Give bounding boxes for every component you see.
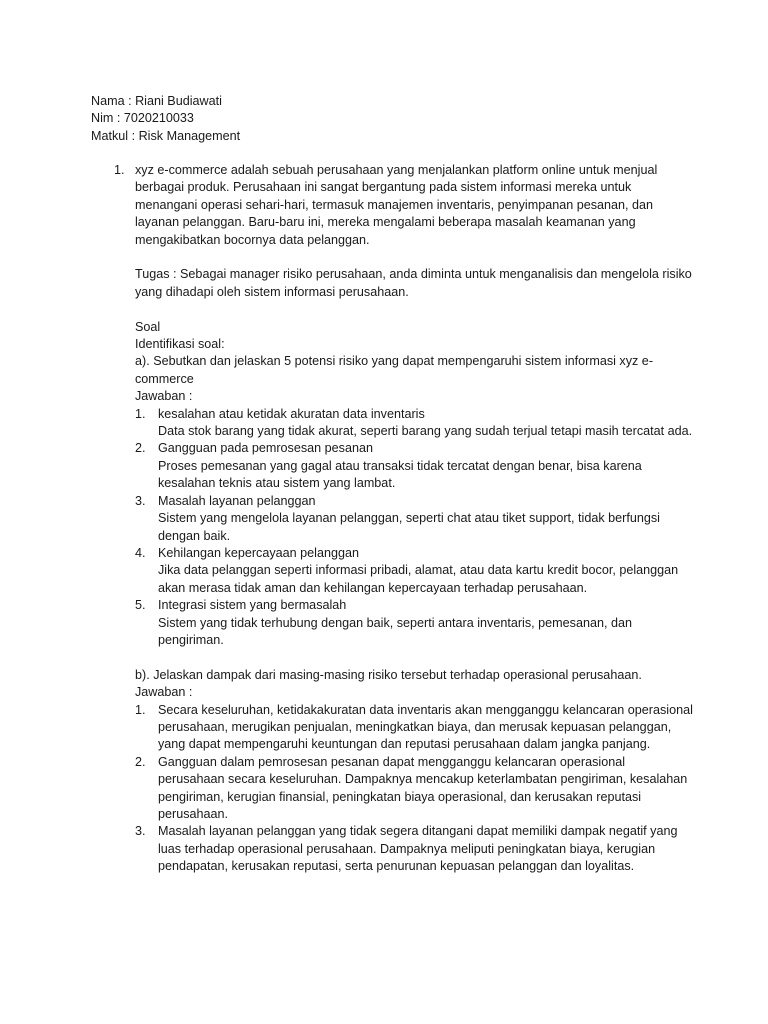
list-item bbox=[135, 440, 695, 492]
list-item bbox=[135, 493, 695, 545]
impact-text: Masalah layanan pelanggan yang tidak segera ditangani dapat memiliki dampak negatif yang luas terhadap operasional perusahaan. Dampaknya meliputi peningkatan biaya, kerugian pendapatan, kerusakan reputasi, serta penurunan kepuasan pelanggan dan loyalitas. bbox=[158, 824, 678, 874]
student-nim: Nim : 7020210033 bbox=[91, 111, 194, 126]
list-item bbox=[135, 702, 695, 754]
list-item-number: 2. bbox=[135, 754, 146, 769]
risk-description: Jika data pelanggan seperti informasi pribadi, alamat, atau data kartu kredit bocor, pelanggan akan merasa tidak aman dan kehilangan kepercayaan terhadap perusahaan. bbox=[158, 563, 679, 595]
list-item bbox=[135, 754, 695, 824]
risk-description: Data stok barang yang tidak akurat, seperti barang yang sudah terjual tetapi masih tercatat ada. bbox=[158, 424, 693, 439]
impact-text: Gangguan dalam pemrosesan pesanan dapat mengganggu kelancaran operasional perusahaan secara keseluruhan. Dampaknya mencakup keterlambatan pengiriman, kesalahan pengiriman, kerugian finansial, peningkatan biaya operasional, dan kerusakan reputasi perusahaan. bbox=[158, 754, 688, 821]
list-item-number: 3. bbox=[135, 493, 146, 508]
risk-description: Sistem yang tidak terhubung dengan baik, seperti antara inventaris, pemesanan, dan pengiriman. bbox=[158, 615, 632, 647]
student-header bbox=[91, 93, 240, 145]
risk-description: Sistem yang mengelola layanan pelanggan, seperti chat atau tiket support, tidak berfungsi dengan baik. bbox=[158, 511, 660, 543]
risk-description: Proses pemesanan yang gagal atau transaksi tidak tercatat dengan benar, bisa karena kesalahan teknis atau sistem yang lambat. bbox=[158, 458, 642, 491]
part-a-jawaban-label: Jawaban : bbox=[135, 389, 193, 404]
part-b-prompt: b). Jelaskan dampak dari masing-masing risiko tersebut terhadap operasional perusahaan. bbox=[135, 667, 642, 682]
risk-title: Masalah layanan pelanggan bbox=[158, 493, 316, 508]
list-item-number: 2. bbox=[135, 441, 146, 456]
part-a-prompt: a). Sebutkan dan jelaskan 5 potensi risiko yang dapat mempengaruhi sistem informasi xyz e-commerce bbox=[135, 354, 654, 386]
impact-text: Secara keseluruhan, ketidakakuratan data inventaris akan mengganggu kelancaran operasional perusahaan, merugikan penjualan, meningkatkan biaya, dan merusak kepuasan pelanggan, yang dapat mempengaruhi keuntungan dan reputasi perusahaan dalam jangka panjang. bbox=[158, 702, 693, 752]
list-item bbox=[135, 545, 695, 597]
course-name: Matkul : Risk Management bbox=[91, 128, 241, 143]
task-description: Tugas : Sebagai manager risiko perusahaan, anda diminta untuk menganalisis dan mengelola risiko yang dihadapi oleh sistem informasi perusahaan. bbox=[135, 267, 692, 299]
risk-title: Integrasi sistem yang bermasalah bbox=[158, 598, 347, 613]
list-item bbox=[135, 597, 695, 649]
list-item-number: 5. bbox=[135, 598, 146, 613]
list-item-number: 1. bbox=[135, 406, 146, 421]
list-item-number: 1. bbox=[135, 702, 146, 717]
identifikasi-label: Identifikasi soal: bbox=[135, 337, 225, 352]
part-b-jawaban-label: Jawaban : bbox=[135, 685, 193, 700]
risk-title: Gangguan pada pemrosesan pesanan bbox=[158, 441, 373, 456]
case-description: xyz e-commerce adalah sebuah perusahaan yang menjalankan platform online untuk menjual berbagai produk. Perusahaan ini sangat bergantung pada sistem informasi mereka untuk menangani operasi sehari-hari, termasuk manajemen inventaris, penyimpanan pesanan, dan layanan pelanggan. Baru-baru ini, mereka mengalami beberapa masalah keamanan yang mengakibatkan bocornya data pelanggan. bbox=[135, 163, 658, 247]
risk-title: kesalahan atau ketidak akuratan data inventaris bbox=[158, 406, 425, 421]
soal-label: Soal bbox=[135, 319, 161, 334]
list-item bbox=[135, 823, 695, 875]
question-body bbox=[135, 162, 695, 876]
list-item bbox=[135, 406, 695, 441]
part-b-answer-list bbox=[135, 702, 695, 876]
risk-title: Kehilangan kepercayaan pelanggan bbox=[158, 545, 359, 560]
student-name: Nama : Riani Budiawati bbox=[91, 94, 222, 108]
question-number: 1. bbox=[114, 163, 125, 177]
list-item-number: 4. bbox=[135, 545, 146, 560]
list-item-number: 3. bbox=[135, 824, 146, 839]
part-a-answer-list bbox=[135, 406, 695, 650]
